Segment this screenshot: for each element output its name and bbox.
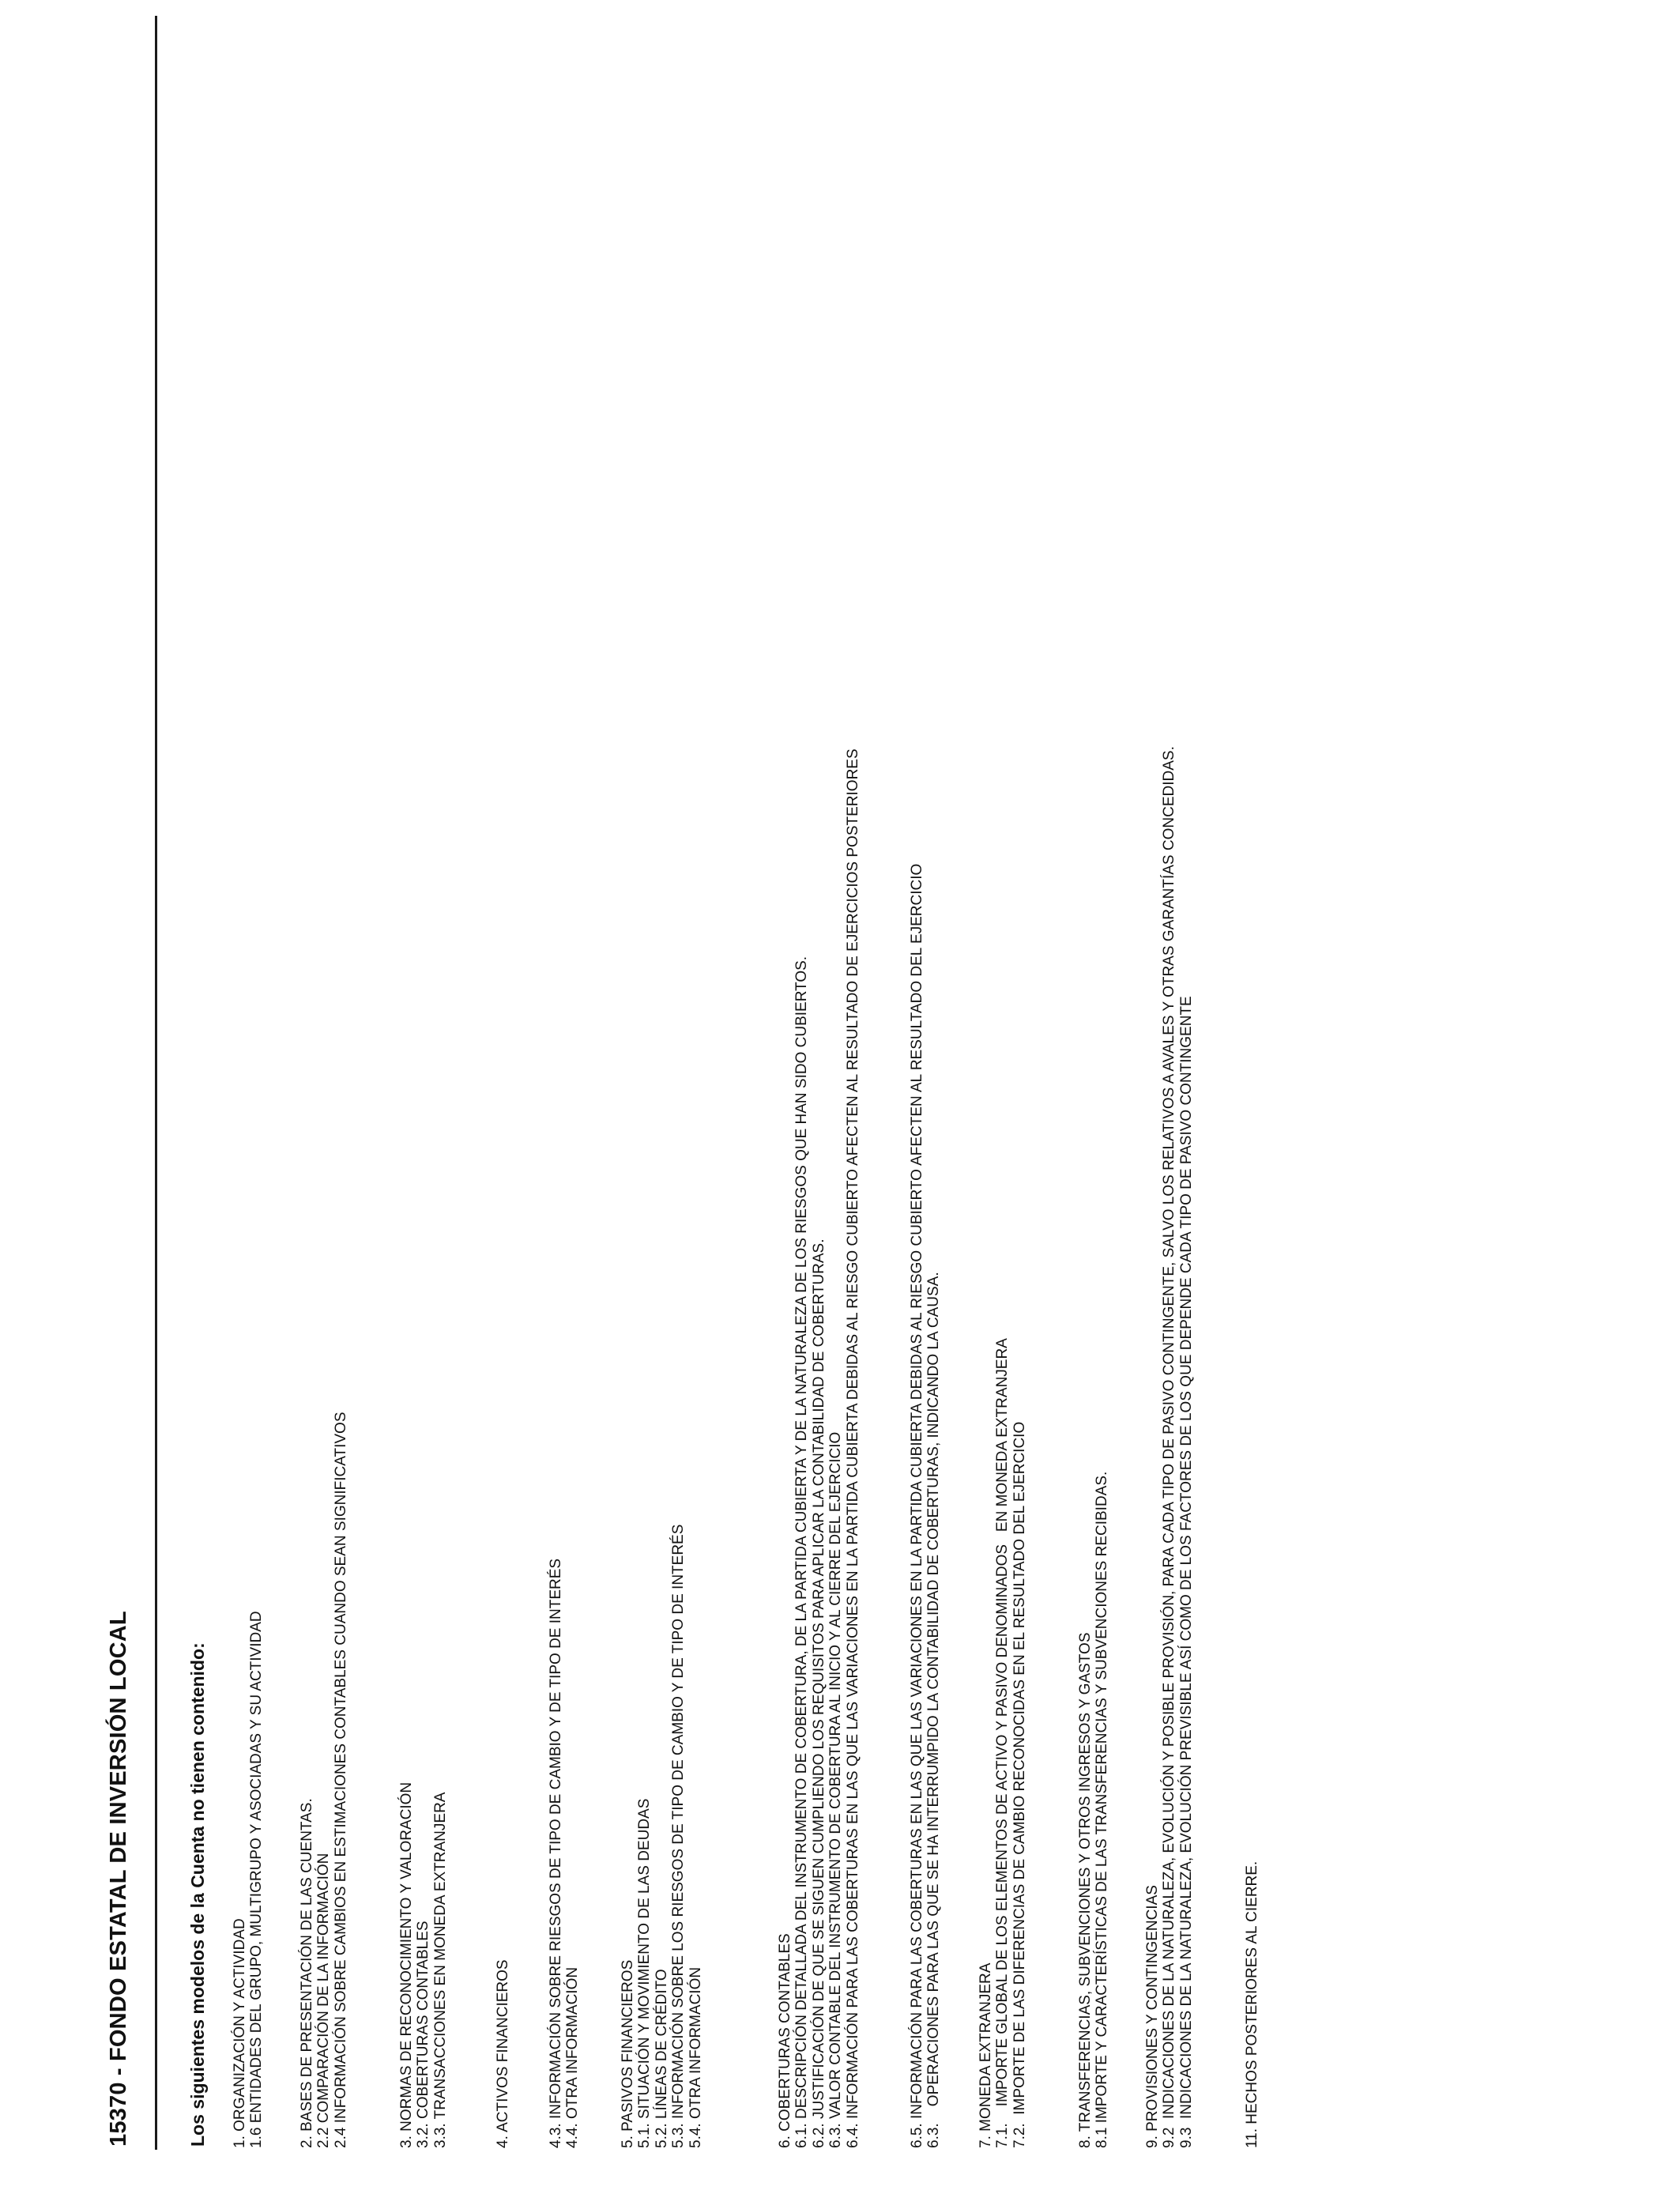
list-item: 4.3. INFORMACIÓN SOBRE RIESGOS DE TIPO DE CAMBIO Y DE TIPO DE INTERÉS [548,1558,564,2148]
list-item: 6.3. VALOR CONTABLE DEL INSTRUMENTO DE COBERTURA AL INICIO Y AL CIERRE DEL EJERCICIO [827,1431,845,2148]
section-group-1 [232,1611,266,2148]
section-group-9 [977,1338,1028,2148]
list-item: 2.4 INFORMACIÓN SOBRE CAMBIOS EN ESTIMACIONES CONTABLES CUANDO SEAN SIGNIFICATIVOS [332,1412,349,2148]
section-group-10 [1077,1472,1111,2148]
list-item: 4.4. OTRA INFORMACIÓN [564,1966,582,2148]
list-item: 7.1. IMPORTE GLOBAL DE LOS ELEMENTOS DE ACTIVO Y PASIVO DENOMINADOS EN MONEDA EXTRANJERA [994,1338,1011,2148]
intro-heading: Los siguientes modelos de la Cuenta no tienen contenido: [187,1642,208,2147]
list-item: 6.2. JUSTIFICACIÓN DE QUE SE SIGUEN CUMPLIENDO LOS REQUISITOS PARA APLICAR LA CONTABILIDAD DE COBERTURAS. [810,1238,827,2148]
list-item: 5.4. OTRA INFORMACIÓN [687,1966,704,2148]
section-group-5 [548,1559,582,2148]
title-divider [155,16,157,2150]
list-item: 5.2. LÍNEAS DE CRÉDITO [653,1969,670,2148]
section-group-2 [299,1412,349,2148]
section-group-3 [398,1782,449,2148]
list-item: 4. ACTIVOS FINANCIEROS [495,1959,511,2148]
list-item: 5. PASIVOS FINANCIEROS [620,1959,636,2148]
list-item: 2.2 COMPARACIÓN DE LA INFORMACIÓN [315,1853,333,2148]
list-item: 3. NORMAS DE RECONOCIMIENTO Y VALORACIÓN [398,1781,415,2148]
document-title: 15370 - FONDO ESTATAL DE INVERSIÓN LOCAL [106,1611,131,2147]
list-item: 9.3 INDICACIONES DE LA NATURALEZA, EVOLUCIÓN PREVISIBLE ASÍ COMO DE LOS FACTORES DE LOS QUE DEPENDE CADA TIPO DE PASIVO CONTINGENTE [1177,996,1195,2148]
list-item: 9.2 INDICACIONES DE LA NATURALEZA, EVOLUCIÓN Y POSIBLE PROVISIÓN, PARA CADA TIPO DE PASIVO CONTINGENTE, SALVO LOS RELATIVOS A AVALES Y OTRAS GARANTÍAS CONCEDIDAS. [1161,746,1178,2148]
section-group-11 [1144,746,1195,2148]
list-item: 1. ORGANIZACIÓN Y ACTIVIDAD [232,1918,248,2148]
list-item: 3.3. TRANSACCIONES EN MONEDA EXTRANJERA [431,1792,449,2148]
list-item: 5.3. INFORMACIÓN SOBRE LOS RIESGOS DE TIPO DE CAMBIO Y DE TIPO DE INTERÉS [670,1524,687,2148]
section-group-4 [495,1959,511,2148]
list-item: 5.1. SITUACIÓN Y MOVIMIENTO DE LAS DEUDAS [636,1798,654,2148]
list-item: 7. MONEDA EXTRANJERA [977,1962,994,2148]
section-group-8 [909,864,943,2148]
list-item: 3.2. COBERTURAS CONTABLES [415,1921,432,2148]
list-item: 2. BASES DE PRESENTACIÓN DE LAS CUENTAS. [299,1798,315,2148]
list-item: 8.1 IMPORTE Y CARACTERÍSTICAS DE LAS TRANSFERENCIAS Y SUBVENCIONES RECIBIDAS. [1094,1471,1111,2148]
section-group-7 [777,748,861,2148]
list-item: 7.2. IMPORTE DE LAS DIFERENCIAS DE CAMBIO RECONOCIDAS EN EL RESULTADO DEL EJERCICIO [1011,1421,1028,2148]
list-item: 1.6 ENTIDADES DEL GRUPO, MULTIGRUPO Y ASOCIADAS Y SU ACTIVIDAD [248,1611,266,2148]
section-group-6 [620,1525,704,2148]
list-item: 6.1. DESCRIPCIÓN DETALLADA DEL INSTRUMENTO DE COBERTURA, DE LA PARTIDA CUBIERTA Y DE LA NATURALEZA DE LOS RIESGOS QUE HAN SIDO CUBIERTOS. [793,956,811,2148]
list-item: 6.5. INFORMACIÓN PARA LAS COBERTURAS EN LAS QUE LAS VARIACIONES EN LA PARTIDA CUBIERTA DEBIDAS AL RIESGO CUBIERTO AFECTEN AL RESULTADO DEL EJERCICIO [909,863,925,2148]
list-item: 9. PROVISIONES Y CONTINGENCIAS [1144,1885,1161,2148]
section-group-12 [1244,1861,1260,2148]
list-item: 6. COBERTURAS CONTABLES [777,1933,793,2148]
list-item: 6.4. INFORMACIÓN PARA LAS COBERTURAS EN LAS QUE LAS VARIACIONES EN LA PARTIDA CUBIERTA DEBIDAS AL RIESGO CUBIERTO AFECTEN AL RESULTADO DE EJERCICIOS POSTERIORES [844,748,861,2148]
list-item: 11. HECHOS POSTERIORES AL CIERRE. [1244,1860,1260,2148]
list-item: 6.3. OPERACIONES PARA LAS QUE SE HA INTERRUMPIDO LA CONTABILIDAD DE COBERTURAS, INDICANDO LA CAUSA. [925,1272,943,2148]
list-item: 8. TRANSFERENCIAS, SUBVENCIONES Y OTROS INGRESOS Y GASTOS [1077,1632,1094,2148]
